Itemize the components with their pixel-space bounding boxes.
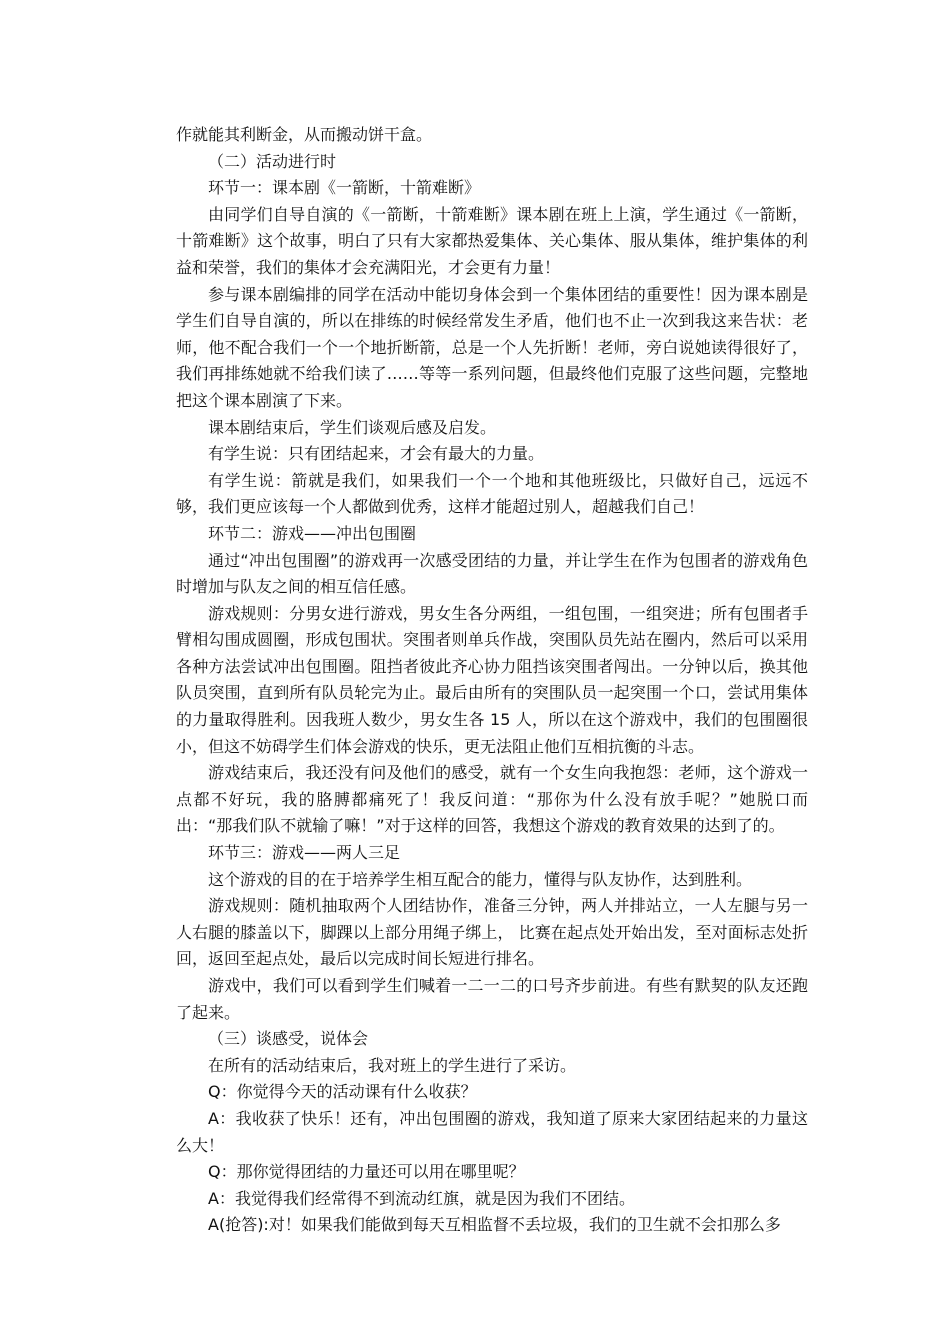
interview-answer: A：我收获了快乐！还有，冲出包围圈的游戏，我知道了原来大家团结起来的力量这么大！ — [176, 1108, 808, 1155]
interview-question: Q：你觉得今天的活动课有什么收获？ — [208, 1082, 477, 1102]
paragraph: 有学生说：箭就是我们，如果我们一个一个地和其他班级比，只做好自己，远远不够，我们更应该每一个人都做到优秀，这样才能超过别人，超越我们自己！ — [176, 470, 808, 517]
paragraph: 游戏规则：分男女进行游戏，男女生各分两组，一组包围，一组突进；所有包围者手臂相勾围成圆圈，形成包围状。突围者则单兵作战，突围队员先站在圈内，然后可以采用各种方法尝试冲出包围圈。阻挡者彼此齐心协力阻挡该突围者闯出。一分钟以后，换其他队员突围，直到所有队员轮完为止。最后由所有的突围队员一起突围一个口，尝试用集体的力量取得胜利。因我班人数少，男女生各 15 人，所以在这个游戏中，我们的包围圈很小，但这不妨碍学生们体会游戏的快乐，更无法阻止他们互相抗衡的斗志。 — [176, 603, 808, 756]
subsection-heading-part-two: 环节二：游戏——冲出包围圈 — [208, 523, 417, 543]
interview-question: Q：那你觉得团结的力量还可以用在哪里呢？ — [208, 1162, 525, 1182]
interview-answer: A(抢答):对！如果我们能做到每天互相监督不丢垃圾，我们的卫生就不会扣那么多 — [208, 1215, 781, 1235]
paragraph: 参与课本剧编排的同学在活动中能切身体会到一个集体团结的重要性！因为课本剧是学生们自导自演的，所以在排练的时候经常发生矛盾，他们也不止一次到我这来告状：老师，他不配合我们一个一个地折断箭，总是一个人先折断！老师，旁白说她读得很好了，我们再排练她就不给我们读了……等等一系列问题，但最终他们克服了这些问题，完整地把这个课本剧演了下来。 — [176, 284, 808, 410]
section-heading-activity: （二）活动进行时 — [208, 151, 337, 171]
paragraph: 有学生说：只有团结起来，才会有最大的力量。 — [208, 444, 545, 464]
paragraph-continuation: 作就能其利断金，从而搬动饼干盒。 — [176, 125, 433, 144]
interview-answer: A：我觉得我们经常得不到流动红旗，就是因为我们不团结。 — [208, 1188, 635, 1208]
paragraph: 由同学们自导自演的《一箭断，十箭难断》课本剧在班上上演，学生通过《一箭断，十箭难断》这个故事，明白了只有大家都热爱集体、关心集体、服从集体，维护集体的利益和荣誉，我们的集体才会充满阳光，才会更有力量！ — [176, 204, 808, 277]
document-page — [176, 122, 808, 1239]
paragraph: 在所有的活动结束后，我对班上的学生进行了采访。 — [208, 1055, 577, 1075]
paragraph: 课本剧结束后，学生们谈观后感及启发。 — [208, 417, 497, 437]
paragraph: 游戏中，我们可以看到学生们喊着一二一二的口号齐步前进。有些有默契的队友还跑了起来。 — [176, 976, 808, 1022]
subsection-heading-part-one: 环节一：课本剧《一箭断，十箭难断》 — [208, 178, 481, 198]
paragraph: 这个游戏的目的在于培养学生相互配合的能力，懂得与队友协作，达到胜利。 — [208, 869, 753, 889]
section-heading-reflection: （三）谈感受，说体会 — [208, 1029, 369, 1049]
subsection-heading-part-three: 环节三：游戏——两人三足 — [208, 843, 401, 863]
paragraph: 通过“冲出包围圈”的游戏再一次感受团结的力量，并让学生在作为包围者的游戏角色时增加与队友之间的相互信任感。 — [176, 550, 808, 597]
paragraph: 游戏结束后，我还没有问及他们的感受，就有一个女生向我抱怨：老师，这个游戏一点都不好玩，我的胳膊都痛死了！我反问道：“那你为什么没有放手呢？”她脱口而出：“那我们队不就输了嘛！”对于这样的回答，我想这个游戏的教育效果的达到了的。 — [176, 763, 808, 836]
paragraph: 游戏规则：随机抽取两个人团结协作，准备三分钟，两人并排站立，一人左腿与另一人右腿的膝盖以下，脚踝以上部分用绳子绑上， 比赛在起点处开始出发，至对面标志处折回，返回至起点处，最后以完成时间长短进行排名。 — [176, 896, 808, 969]
